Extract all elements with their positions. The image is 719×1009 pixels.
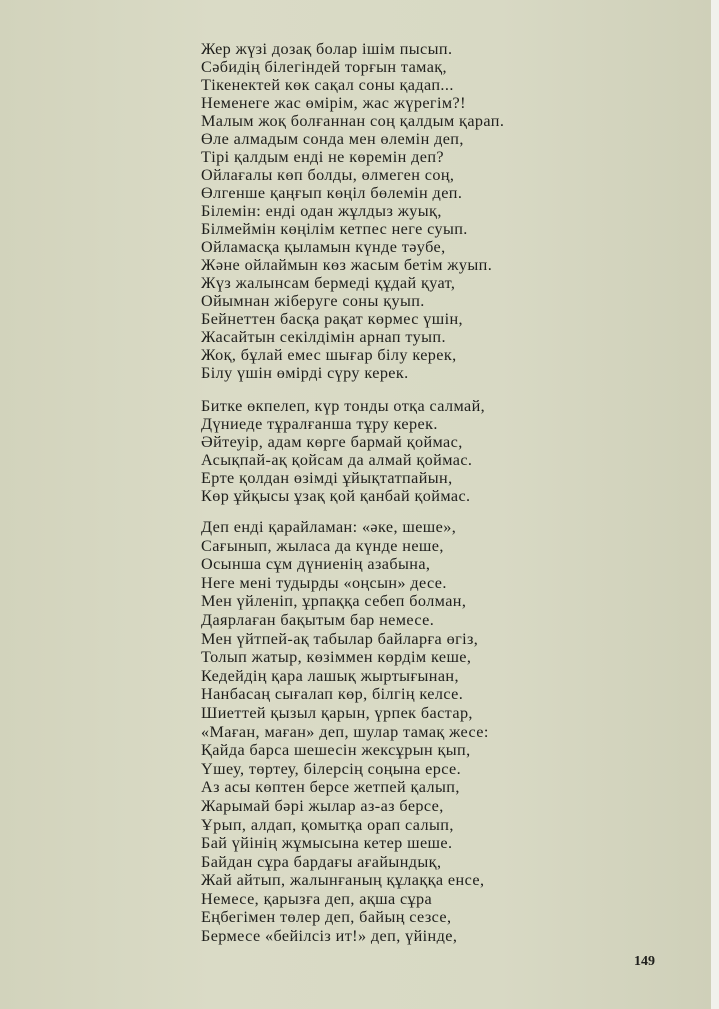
verse-line: «Маған, маған» деп, шулар тамақ жесе:: [201, 722, 489, 741]
verse-line: Ұрып, алдап, қомытқа орап салып,: [201, 815, 454, 834]
verse-line: Осынша сұм дүниенің азабына,: [201, 555, 431, 574]
verse-line: Білмеймін көңілім кетпес неге суып.: [201, 220, 468, 238]
verse-line: Тірі қалдым енді не көремін деп?: [201, 148, 444, 166]
verse-line: Ерте қолдан өзімді ұйықтатпайын,: [201, 469, 453, 487]
page-edge: [711, 0, 719, 1009]
verse-line: Аз асы көптен берсе жетпей қалып,: [201, 778, 460, 797]
verse-line: Өлгенше қаңғып көңіл бөлемін деп.: [201, 184, 463, 202]
stanza-3: [201, 518, 489, 946]
verse-line: Жарымай бәрі жылар аз-аз берсе,: [201, 796, 444, 815]
verse-line: Бермесе «бейілсіз ит!» деп, үйінде,: [201, 927, 458, 946]
verse-line: Кедейдің қара лашық жыртығынан,: [201, 666, 459, 685]
verse-line: Көр ұйқысы ұзақ қой қанбай қоймас.: [201, 487, 471, 505]
stanza-2: [201, 397, 485, 505]
verse-line: Ойымнан жіберуге соны қуып.: [201, 292, 425, 310]
verse-line: Бай үйінің жұмысына кетер шеше.: [201, 834, 453, 853]
verse-line: Ойламасқа қыламын күнде тәубе,: [201, 238, 446, 256]
verse-line: Білу үшін өмірді сүру керек.: [201, 364, 409, 382]
stanza-1: [201, 40, 504, 382]
verse-line: Сағынып, жыласа да күнде неше,: [201, 536, 444, 555]
verse-line: Жасайтын секілдімін арнап туып.: [201, 328, 446, 346]
verse-line: Неге мені тудырды «оңсын» десе.: [201, 573, 447, 592]
verse-line: Жер жүзі дозақ болар ішім пысып.: [201, 40, 453, 58]
verse-line: Немесе, қарызға деп, ақша сұра: [201, 889, 433, 908]
verse-line: Даярлаған бақытым бар немесе.: [201, 610, 435, 629]
verse-line: Шиеттей қызыл қарын, үрпек бастар,: [201, 703, 473, 722]
verse-line: Нанбасаң сығалап көр, білгің келсе.: [201, 685, 464, 704]
verse-line: Битке өкпелеп, күр тонды отқа салмай,: [201, 397, 486, 415]
verse-line: Тікенектей көк сақал соны қадап...: [201, 76, 454, 94]
verse-line: Сәбидің білегіндей торғын тамақ,: [201, 58, 448, 76]
verse-line: Мен үйтпей-ақ табылар байларға өгіз,: [201, 629, 479, 648]
verse-line: Жоқ, бұлай емес шығар білу керек,: [201, 346, 457, 364]
verse-line: Өле алмадым сонда мен өлемін деп,: [201, 130, 464, 148]
verse-line: Қайда барса шешесін жексұрын қып,: [201, 741, 471, 760]
verse-line: Жай айтып, жалынғаның құлаққа енсе,: [201, 871, 485, 890]
verse-line: Бейнеттен басқа рақат көрмес үшін,: [201, 310, 464, 328]
verse-line: Деп енді қарайламан: «әке, шеше»,: [201, 518, 457, 536]
verse-line: Байдан сұра бардағы ағайындық,: [201, 852, 442, 871]
verse-line: Мен үйленіп, ұрпаққа себеп болман,: [201, 592, 467, 611]
verse-line: Үшеу, төртеу, білерсің соңына ерсе.: [201, 759, 462, 778]
verse-line: Дүниеде тұралғанша тұру керек.: [201, 415, 438, 433]
verse-line: Жүз жалынсам бермеді құдай қуат,: [201, 274, 456, 292]
verse-line: Неменеге жас өмірім, жас жүрегім?!: [201, 94, 466, 112]
verse-line: Ойлағалы көп болды, өлмеген соң,: [201, 166, 455, 184]
verse-line: Еңбегімен төлер деп, байың сезсе,: [201, 908, 452, 927]
verse-line: Асықпай-ақ қойсам да алмай қоймас.: [201, 451, 473, 469]
page-number: 149: [634, 954, 655, 969]
verse-line: Білемін: енді одан жұлдыз жуық,: [201, 202, 442, 220]
verse-line: Және ойлаймын көз жасым бетім жуып.: [201, 256, 493, 274]
verse-line: Толып жатыр, көзіммен көрдім кеше,: [201, 648, 472, 667]
verse-line: Малым жоқ болғаннан соң қалдым қарап.: [201, 112, 505, 130]
verse-line: Әйтеуір, адам көрге бармай қоймас,: [201, 433, 463, 451]
